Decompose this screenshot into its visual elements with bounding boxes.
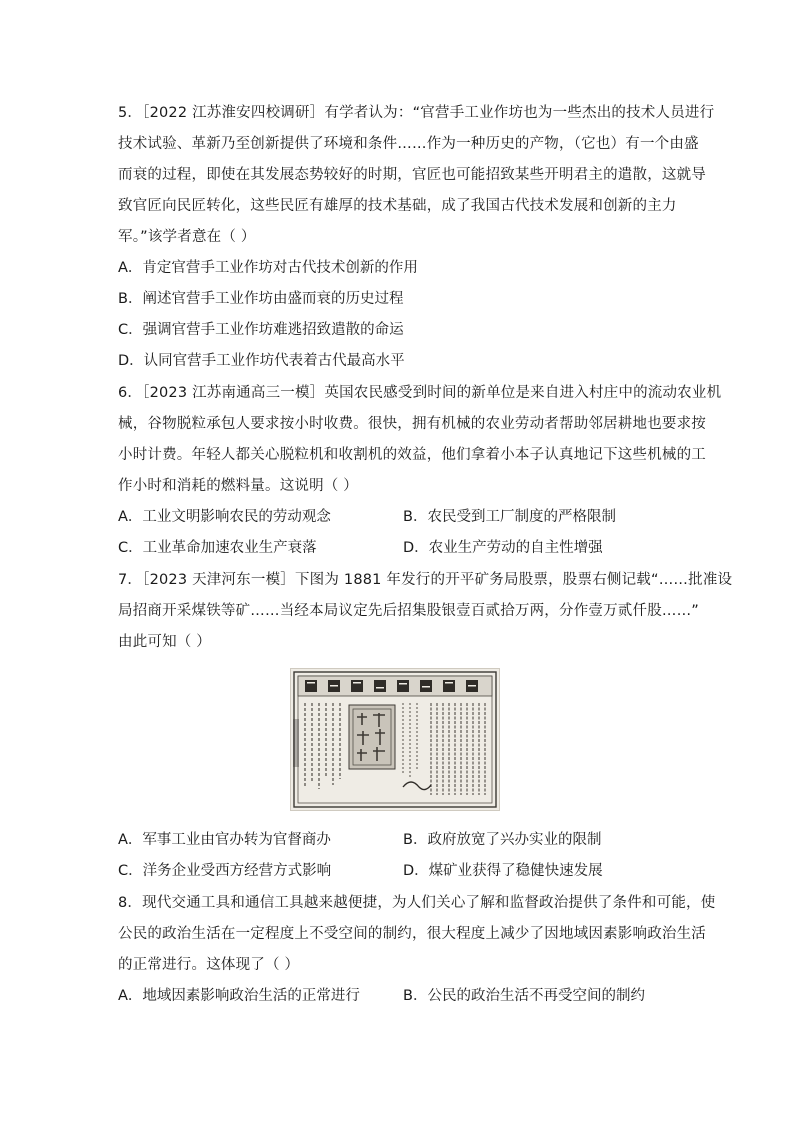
q7-stem-line-1: 7．［2023 天津河东一模］下图为 1881 年发行的开平矿务局股票，股票右侧记载“……批准设: [118, 572, 733, 588]
q8-stem-line-3: 的正常进行。这体现了（ ）: [118, 957, 300, 973]
q6-stem-line-2: 械，谷物脱粒承包人要求按小时收费。很快，拥有机械的农业劳动者帮助邻居耕地也要求按: [118, 416, 706, 432]
q6-option-a: A．工业文明影响农民的劳动观念: [118, 509, 331, 525]
q7-option-c: C．洋务企业受西方经营方式影响: [118, 863, 332, 879]
certificate-illustration: [291, 669, 499, 810]
q6-option-c: C．工业革命加速农业生产衰落: [118, 540, 317, 556]
q5-stem-line-1: 5．［2022 江苏淮安四校调研］有学者认为：“官营手工业作坊也为一些杰出的技术人员进行: [118, 105, 715, 121]
q6-option-b: B．农民受到工厂制度的严格限制: [403, 509, 616, 525]
q8-stem-line-1: 8．现代交通工具和通信工具越来越便捷，为人们关心了解和监督政治提供了条件和可能，使: [118, 895, 716, 911]
q7-option-a: A．军事工业由官办转为官督商办: [118, 832, 331, 848]
q7-stem-line-2: 局招商开采煤铁等矿……当经本局议定先后招集股银壹百贰拾万两，分作壹万贰仟股……”: [118, 603, 700, 619]
q6-stem-line-3: 小时计费。年轻人都关心脱粒机和收割机的效益，他们拿着小本子认真地记下这些机械的工: [118, 447, 706, 463]
q8-option-a: A．地域因素影响政治生活的正常进行: [118, 988, 360, 1004]
q7-option-b: B．政府放宽了兴办实业的限制: [403, 832, 602, 848]
q5-option-b: B．阐述官营手工业作坊由盛而衰的历史过程: [118, 291, 404, 307]
q5-stem-line-5: 军。”该学者意在（ ）: [118, 229, 256, 245]
q5-stem-line-2: 技术试验、革新乃至创新提供了环境和条件……作为一种历史的产物，（它也）有一个由盛: [118, 136, 699, 152]
q5-stem-line-4: 致官匠向民匠转化，这些民匠有雄厚的技术基础，成了我国古代技术发展和创新的主力: [118, 198, 677, 214]
q7-stem-line-3: 由此可知（ ）: [118, 634, 212, 650]
q6-stem-line-1: 6．［2023 江苏南通高三一模］英国农民感受到时间的新单位是来自进入村庄中的流动农业机: [118, 385, 722, 401]
q8-option-b: B．公民的政治生活不再受空间的制约: [403, 988, 645, 1004]
q5-option-a: A．肯定官营手工业作坊对古代技术创新的作用: [118, 260, 418, 276]
q6-stem-line-4: 作小时和消耗的燃料量。这说明（ ）: [118, 478, 359, 494]
q6-option-d: D．农业生产劳动的自主性增强: [403, 540, 603, 556]
q5-option-c: C．强调官营手工业作坊难逃招致遣散的命运: [118, 322, 404, 338]
q5-stem-line-3: 而衰的过程，即使在其发展态势较好的时期，官匠也可能招致某些开明君主的遣散，这就导: [118, 167, 706, 183]
q8-stem-line-2: 公民的政治生活在一定程度上不受空间的制约，很大程度上减少了因地域因素影响政治生活: [118, 926, 706, 942]
kaiping-mining-share-certificate-image: [290, 668, 500, 811]
q5-option-d: D．认同官营手工业作坊代表着古代最高水平: [118, 353, 405, 369]
q7-option-d: D．煤矿业获得了稳健快速发展: [403, 863, 603, 879]
